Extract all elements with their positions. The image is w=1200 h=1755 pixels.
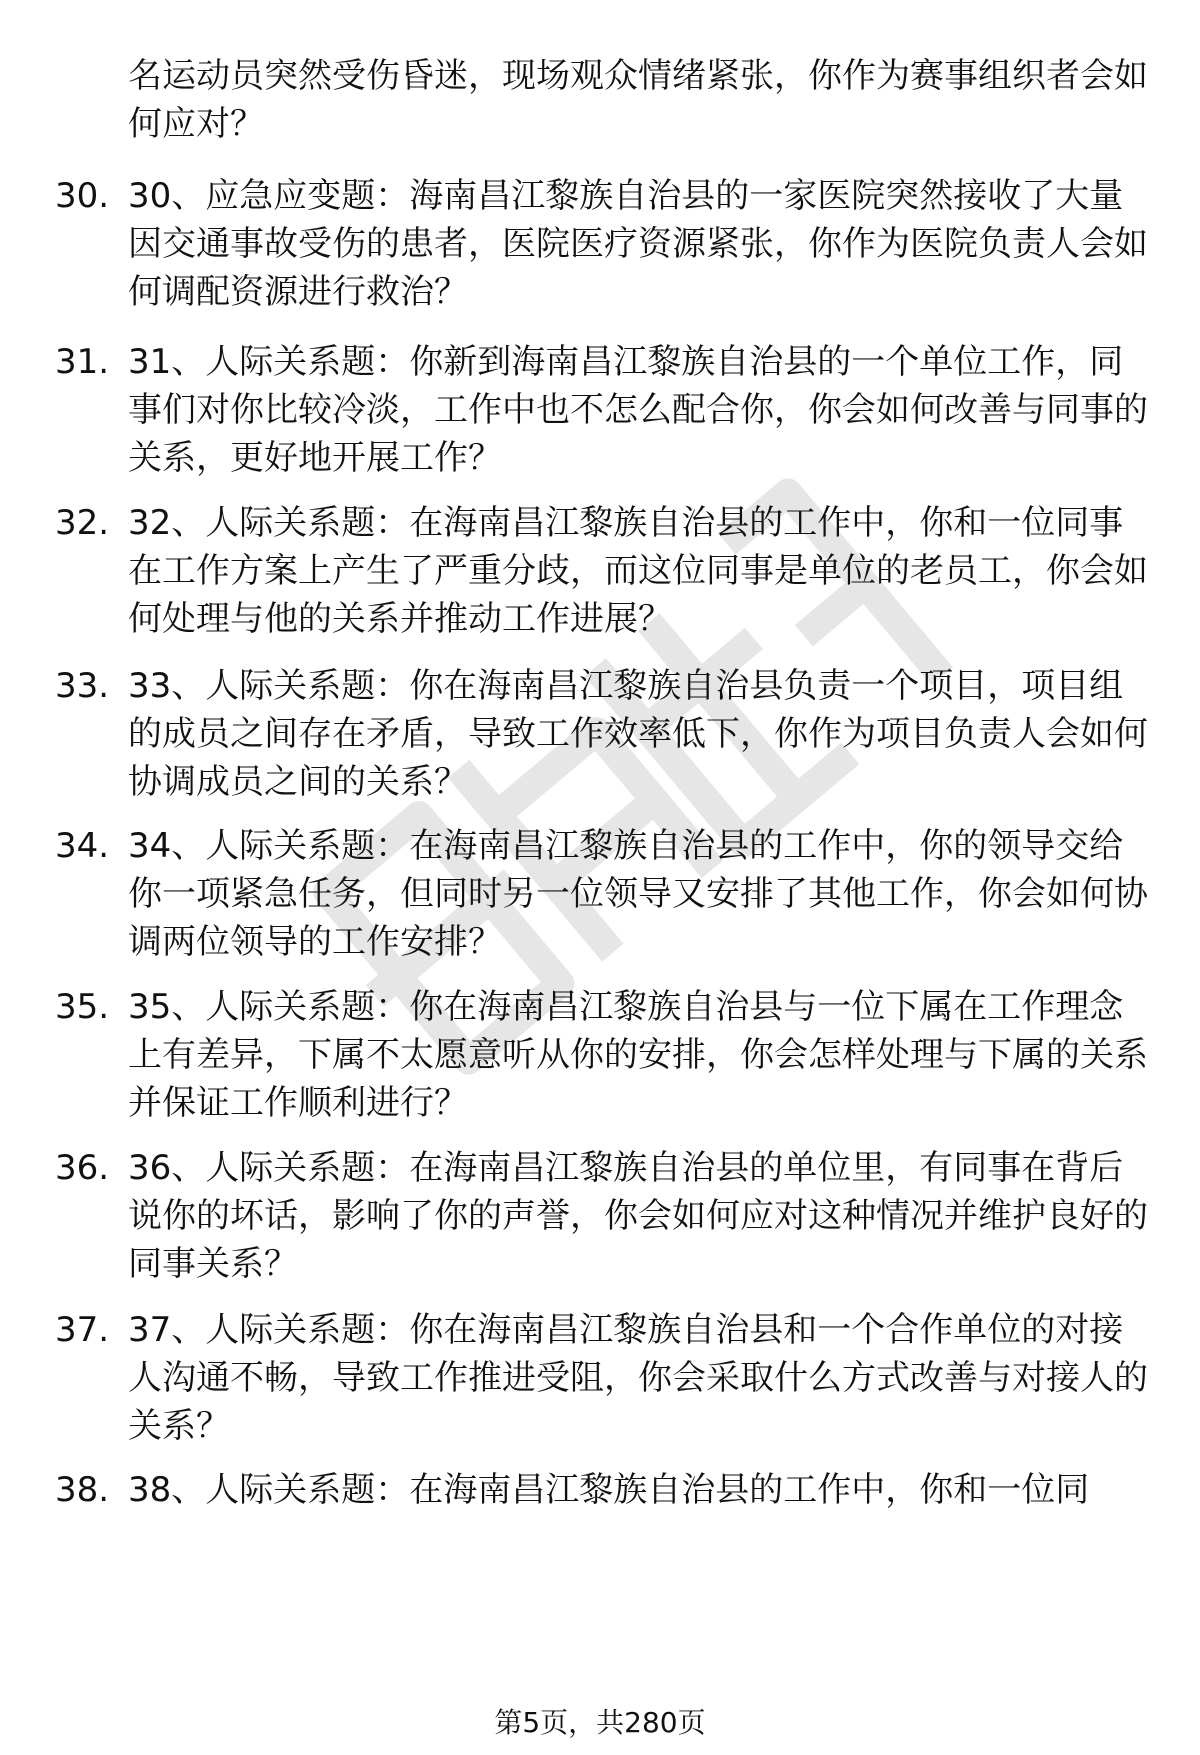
item-number: 34. <box>55 826 110 866</box>
item-text: 34、人际关系题：在海南昌江黎族自治县的工作中，你的领导交给你一项紧急任务，但同时另一位领导又安排了其他工作，你会如何协调两位领导的工作安排？ <box>128 826 1148 962</box>
item-text: 30、应急应变题：海南昌江黎族自治县的一家医院突然接收了大量因交通事故受伤的患者，医院医疗资源紧张，你作为医院负责人会如何调配资源进行救治？ <box>128 176 1148 312</box>
item-number: 33. <box>55 666 110 706</box>
item-number: 38. <box>55 1470 110 1510</box>
item-number: 35. <box>55 987 110 1027</box>
continued-question-text: 名运动员突然受伤昏迷，现场观众情绪紧张，你作为赛事组织者会如何应对？ <box>128 56 1148 144</box>
item-text: 38、人际关系题：在海南昌江黎族自治县的工作中，你和一位同 <box>128 1470 1090 1510</box>
item-text: 36、人际关系题：在海南昌江黎族自治县的单位里，有同事在背后说你的坏话，影响了你的声誉，你会如何应对这种情况并维护良好的同事关系？ <box>128 1148 1148 1284</box>
item-number: 36. <box>55 1148 110 1188</box>
item-text: 37、人际关系题：你在海南昌江黎族自治县和一个合作单位的对接人沟通不畅，导致工作推进受阻，你会采取什么方式改善与对接人的关系？ <box>128 1310 1148 1446</box>
item-number: 30. <box>55 176 110 216</box>
page-footer: 第5页，共280页 <box>494 1706 706 1739</box>
item-number: 31. <box>55 342 110 382</box>
item-text: 31、人际关系题：你新到海南昌江黎族自治县的一个单位工作，同事们对你比较冷淡，工作中也不怎么配合你，你会如何改善与同事的关系，更好地开展工作？ <box>128 342 1148 478</box>
item-text: 32、人际关系题：在海南昌江黎族自治县的工作中，你和一位同事在工作方案上产生了严重分歧，而这位同事是单位的老员工，你会如何处理与他的关系并推动工作进展？ <box>128 503 1148 639</box>
item-number: 37. <box>55 1310 110 1350</box>
item-text: 33、人际关系题：你在海南昌江黎族自治县负责一个项目，项目组的成员之间存在矛盾，导致工作效率低下，你作为项目负责人会如何协调成员之间的关系？ <box>128 666 1148 802</box>
item-text: 35、人际关系题：你在海南昌江黎族自治县与一位下属在工作理念上有差异，下属不太愿意听从你的安排，你会怎样处理与下属的关系并保证工作顺利进行？ <box>128 987 1148 1123</box>
item-number: 32. <box>55 503 110 543</box>
